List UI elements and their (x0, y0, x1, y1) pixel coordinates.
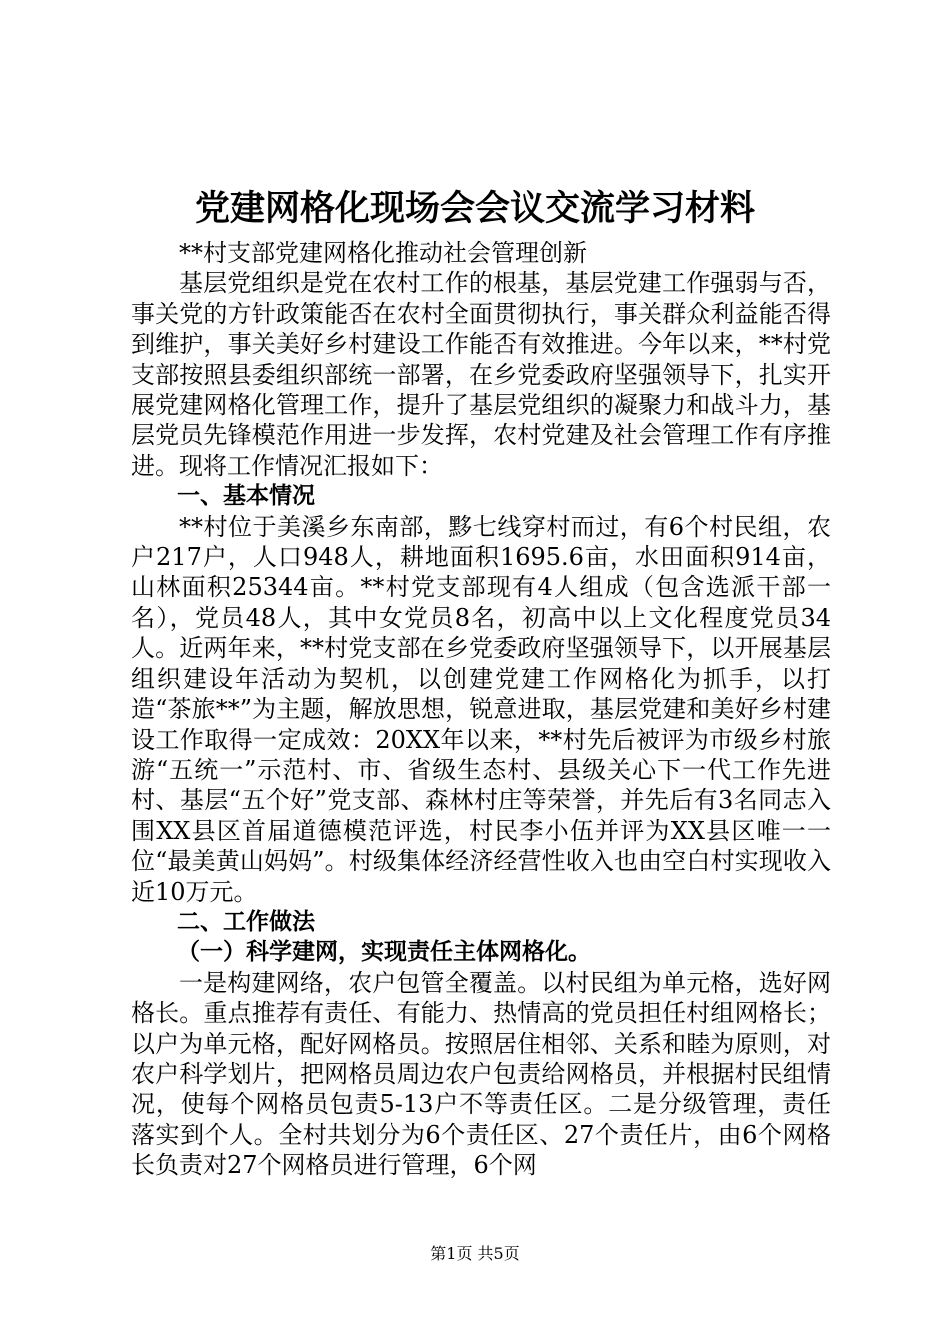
subsection-1-heading: （一）科学建网，实现责任主体网格化。 (177, 938, 591, 966)
section-1-heading: 一、基本情况 (177, 482, 315, 510)
document-subtitle: **村支部党建网格化推动社会管理创新 (179, 239, 587, 267)
subsection-1-paragraph: 一是构建网络，农户包管全覆盖。以村民组为单元格，选好网格长。重点推荐有责任、有能力、热情高的党员担任村组网格长；以户为单元格，配好网格员。按照居住相邻、关系和睦为原则，对农户科学划片，把网格员周边农户包责给网格员，并根据村民组情况，使每个网格员包责5-13户不等责任区。二是分级管理，责任落实到个人。全村共划分为6个责任区、27个责任片，由6个网格长负责对27个网格员进行管理，6个网 (131, 968, 831, 1180)
document-body (131, 238, 831, 1181)
section-1-paragraph: **村位于美溪乡东南部，黟七线穿村而过，有6个村民组，农户217户，人口948人，耕地面积1695.6亩，水田面积914亩，山林面积25344亩。**村党支部现有4人组成（包含选派干部一名），党员48人，其中女党员8名，初高中以上文化程度党员34人。近两年来，**村党支部在乡党委政府坚强领导下，以开展基层组织建设年活动为契机，以创建党建工作网格化为抓手，以打造“茶旅**”为主题，解放思想，锐意进取，基层党建和美好乡村建设工作取得一定成效：20XX年以来，**村先后被评为市级乡村旅游“五统一”示范村、市、省级生态村、县级关心下一代工作先进村、基层“五个好”党支部、森林村庄等荣誉，并先后有3名同志入围XX县区首届道德模范评选，村民李小伍并评为XX县区唯一一位“最美黄山妈妈”。村级集体经济经营性收入也由空白村实现收入近10万元。 (131, 512, 831, 906)
page-footer: 第1页 共5页 (430, 1244, 520, 1263)
section-2-heading: 二、工作做法 (177, 907, 315, 935)
intro-paragraph: 基层党组织是党在农村工作的根基，基层党建工作强弱与否，事关党的方针政策能否在农村全面贯彻执行，事关群众利益能否得到维护，事关美好乡村建设工作能否有效推进。今年以来，**村党支部按照县委组织部统一部署，在乡党委政府坚强领导下，扎实开展党建网格化管理工作，提升了基层党组织的凝聚力和战斗力，基层党员先锋模范作用进一步发挥，农村党建及社会管理工作有序推进。现将工作情况汇报如下： (131, 269, 831, 480)
document-title: 党建网格化现场会会议交流学习材料 (194, 188, 755, 229)
